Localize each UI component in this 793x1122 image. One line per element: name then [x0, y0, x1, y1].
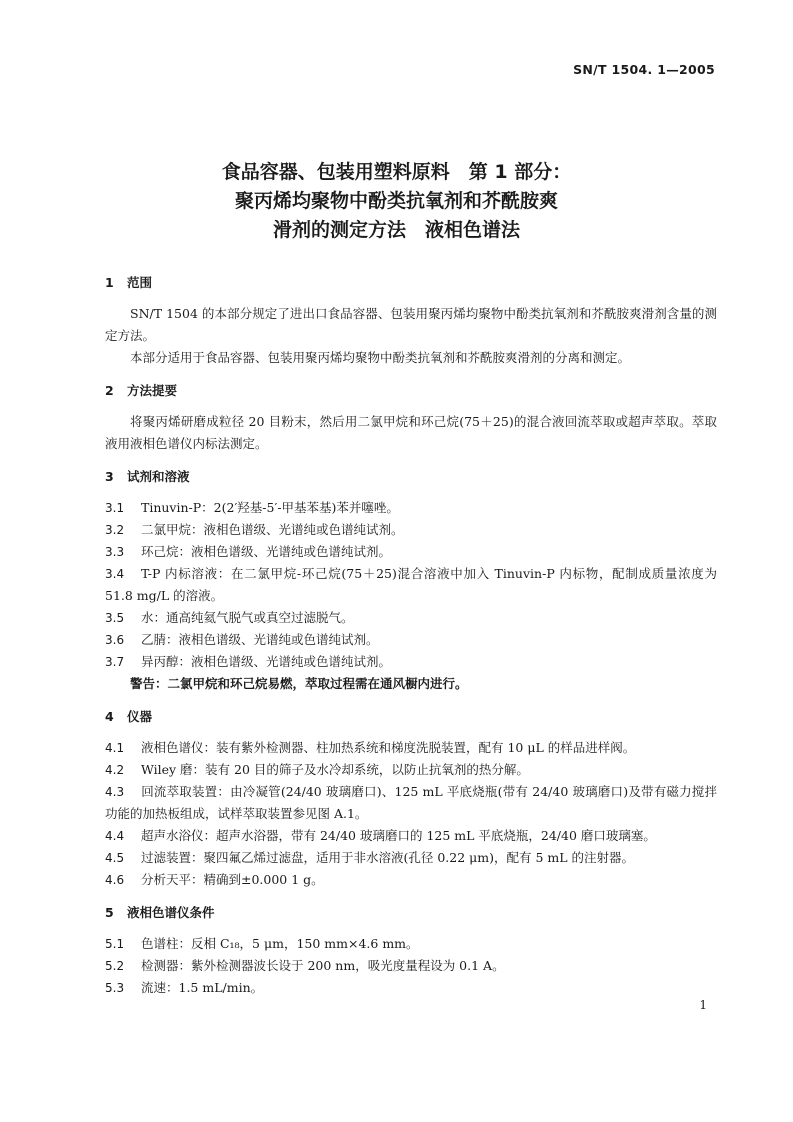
item-number: 4.2	[105, 763, 125, 777]
item-number: 3.4	[105, 567, 125, 581]
title-line-2: 聚丙烯均聚物中酚类抗氧剂和芥酰胺爽	[234, 190, 558, 212]
section-number: 5	[105, 905, 114, 920]
list-item	[105, 497, 717, 519]
item-text: 超声水浴仪：超声水浴器，带有 24/40 玻璃磨口的 125 mL 平底烧瓶，24/40 磨口玻璃塞。	[141, 828, 656, 843]
paragraph: SN/T 1504 的本部分规定了进出口食品容器、包装用聚丙烯均聚物中酚类抗氧剂和芥酰胺爽滑剂含量的测定方法。	[105, 306, 717, 343]
list-item	[105, 629, 717, 651]
item-number: 3.3	[105, 545, 125, 559]
item-text: Wiley 磨：装有 20 目的筛子及水冷却系统，以防止抗氧剂的热分解。	[141, 762, 529, 777]
document-body	[105, 272, 717, 999]
item-number: 4.6	[105, 873, 125, 887]
item-number: 5.1	[105, 937, 125, 951]
item-number: 3.5	[105, 611, 125, 625]
section-heading-reagents	[105, 466, 717, 488]
safety-warning: 警告：二氯甲烷和环己烷易燃，萃取过程需在通风橱内进行。	[130, 676, 468, 691]
section-title: 试剂和溶液	[127, 469, 190, 484]
section-heading-scope	[105, 272, 717, 294]
item-number: 5.3	[105, 981, 125, 995]
paragraph: 本部分适用于食品容器、包装用聚丙烯均聚物中酚类抗氧剂和芥酰胺爽滑剂的分离和测定。	[130, 350, 631, 365]
item-text: 水：通高纯氦气脱气或真空过滤脱气。	[141, 610, 354, 625]
item-number: 3.6	[105, 633, 125, 647]
item-text: T-P 内标溶液：在二氯甲烷-环己烷(75＋25)混合溶液中加入 Tinuvin-P 内标物，配制成质量浓度为 51.8 mg/L 的溶液。	[105, 566, 717, 603]
list-item	[105, 651, 717, 673]
section-title: 液相色谱仪条件	[127, 905, 215, 920]
item-text: 流速：1.5 mL/min。	[141, 980, 264, 995]
title-line-3: 滑剂的测定方法 液相色谱法	[272, 219, 520, 241]
page-number: 1	[699, 998, 707, 1012]
list-item	[105, 933, 717, 955]
item-text: 过滤装置：聚四氟乙烯过滤盘，适用于非水溶液(孔径 0.22 μm)，配有 5 mL 的注射器。	[141, 850, 635, 865]
item-number: 3.7	[105, 655, 125, 669]
section-number: 4	[105, 709, 114, 724]
section-title: 仪器	[127, 709, 153, 724]
item-text: 色谱柱：反相 C₁₈，5 μm，150 mm×4.6 mm。	[141, 936, 419, 951]
section-number: 2	[105, 383, 114, 398]
item-text: 分析天平：精确到±0.000 1 g。	[141, 872, 324, 887]
standard-code: SN/T 1504. 1—2005	[573, 62, 715, 77]
list-item	[105, 955, 717, 977]
item-text: 异丙醇：液相色谱级、光谱纯或色谱纯试剂。	[141, 654, 392, 669]
list-item	[105, 977, 717, 999]
paragraph: 将聚丙烯研磨成粒径 20 目粉末，然后用二氯甲烷和环己烷(75＋25)的混合液回流萃取或超声萃取。萃取液用液相色谱仪内标法测定。	[105, 414, 717, 451]
item-text: 液相色谱仪：装有紫外检测器、柱加热系统和梯度洗脱装置，配有 10 μL 的样品进样阀。	[141, 740, 636, 755]
section-title: 范围	[127, 275, 153, 290]
list-item	[105, 541, 717, 563]
item-number: 4.1	[105, 741, 125, 755]
list-item	[105, 825, 717, 847]
list-item	[105, 519, 717, 541]
section-heading-lc-conditions	[105, 902, 717, 924]
section-number: 3	[105, 469, 114, 484]
item-text: 检测器：紫外检测器波长设于 200 nm，吸光度量程设为 0.1 A。	[141, 958, 505, 973]
item-text: Tinuvin-P：2(2′羟基-5′-甲基苯基)苯并噻唑。	[141, 500, 399, 515]
title-line-1: 食品容器、包装用塑料原料 第 1 部分：	[221, 161, 572, 183]
item-number: 4.3	[105, 785, 125, 799]
list-item	[105, 563, 717, 607]
item-number: 4.4	[105, 829, 125, 843]
item-number: 3.1	[105, 501, 125, 515]
list-item	[105, 759, 717, 781]
list-item	[105, 781, 717, 825]
item-number: 3.2	[105, 523, 125, 537]
section-heading-principle	[105, 380, 717, 402]
list-item	[105, 847, 717, 869]
item-text: 回流萃取装置：由冷凝管(24/40 玻璃磨口)、125 mL 平底烧瓶(带有 24/40 玻璃磨口)及带有磁力搅拌功能的加热板组成，试样萃取装置参见图 A.1。	[105, 784, 717, 821]
item-number: 5.2	[105, 959, 125, 973]
section-title: 方法提要	[127, 383, 178, 398]
item-number: 4.5	[105, 851, 125, 865]
section-number: 1	[105, 275, 114, 290]
document-title	[0, 158, 793, 245]
section-heading-apparatus	[105, 706, 717, 728]
list-item	[105, 607, 717, 629]
list-item	[105, 869, 717, 891]
item-text: 二氯甲烷：液相色谱级、光谱纯或色谱纯试剂。	[141, 522, 404, 537]
item-text: 乙腈：液相色谱级、光谱纯或色谱纯试剂。	[141, 632, 379, 647]
list-item	[105, 737, 717, 759]
item-text: 环己烷：液相色谱级、光谱纯或色谱纯试剂。	[141, 544, 392, 559]
